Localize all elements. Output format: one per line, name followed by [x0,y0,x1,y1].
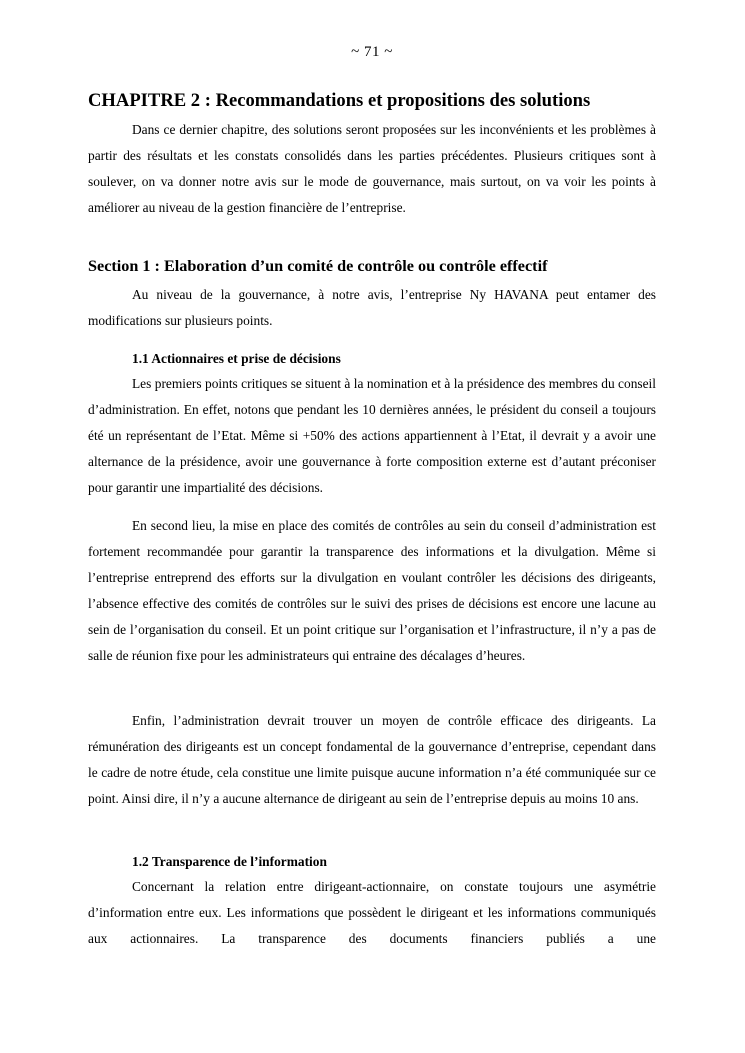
subsection-1-1-paragraph-1: Les premiers points critiques se situent à la nomination et à la présidence des membres du conseil d’administration. En effet, notons que pendant les 10 dernières années, le président du conseil a toujours été un représentant de l’Etat. Même si +50% des actions appartiennent à l’Etat, il devrait y a avoir une alternance de la présidence, avoir une gouvernance à forte composition externe est d’autant préconiser pour garantir une impartialité des décisions. [88,376,656,495]
subsection-1-2-paragraph-1: Concernant la relation entre dirigeant-actionnaire, on constate toujours une asymétrie d’information entre eux. Les informations que possèdent le dirigeant et les informations communiqués aux actionnaires. La transparence des documents financiers publiés a une [88,879,656,946]
chapter-title: CHAPITRE 2 : Recommandations et propositions des solutions [88,90,591,111]
page-number: ~ 71 ~ [351,44,393,60]
subsection-1-1-title: 1.1 Actionnaires et prise de décisions [132,351,341,366]
section-1-title: Section 1 : Elaboration d’un comité de contrôle ou contrôle effectif [88,257,548,275]
chapter-intro-paragraph: Dans ce dernier chapitre, des solutions seront proposées sur les inconvénients et les problèmes à partir des résultats et les constats consolidés dans les parties précédentes. Plusieurs critiques sont à soulever, on va donner notre avis sur le mode de gouvernance, mais surtout, on va voir les points à améliorer au niveau de la gestion financière de l’entreprise. [88,122,656,215]
subsection-1-2-title: 1.2 Transparence de l’information [132,854,327,869]
subsection-1-1-paragraph-2: En second lieu, la mise en place des comités de contrôles au sein du conseil d’administration est fortement recommandée pour garantir la transparence des informations et la divulgation. Même si l’entreprise entreprend des efforts sur la divulgation en voulant contrôler les décisions des dirigeants, l’absence effective des comités de contrôles sur le suivi des prises de décisions est encore une lacune au sein de l’organisation du conseil. Et un point critique sur l’organisation et l’infrastructure, il n’y a pas de salle de réunion fixe pour les administrateurs qui entraine des décalages d’heures. [88,518,656,663]
subsection-1-1-paragraph-3: Enfin, l’administration devrait trouver un moyen de contrôle efficace des dirigeants. La rémunération des dirigeants est un concept fondamental de la gouvernance d’entreprise, cependant dans le cadre de notre étude, cela constitue une limite puisque aucune information n’a été communiquée sur ce point. Ainsi dire, il n’y a aucune alternance de dirigeant au sein de l’entreprise depuis au moins 10 ans. [88,713,656,806]
section-1-intro-paragraph: Au niveau de la gouvernance, à notre avis, l’entreprise Ny HAVANA peut entamer des modifications sur plusieurs points. [88,287,656,328]
